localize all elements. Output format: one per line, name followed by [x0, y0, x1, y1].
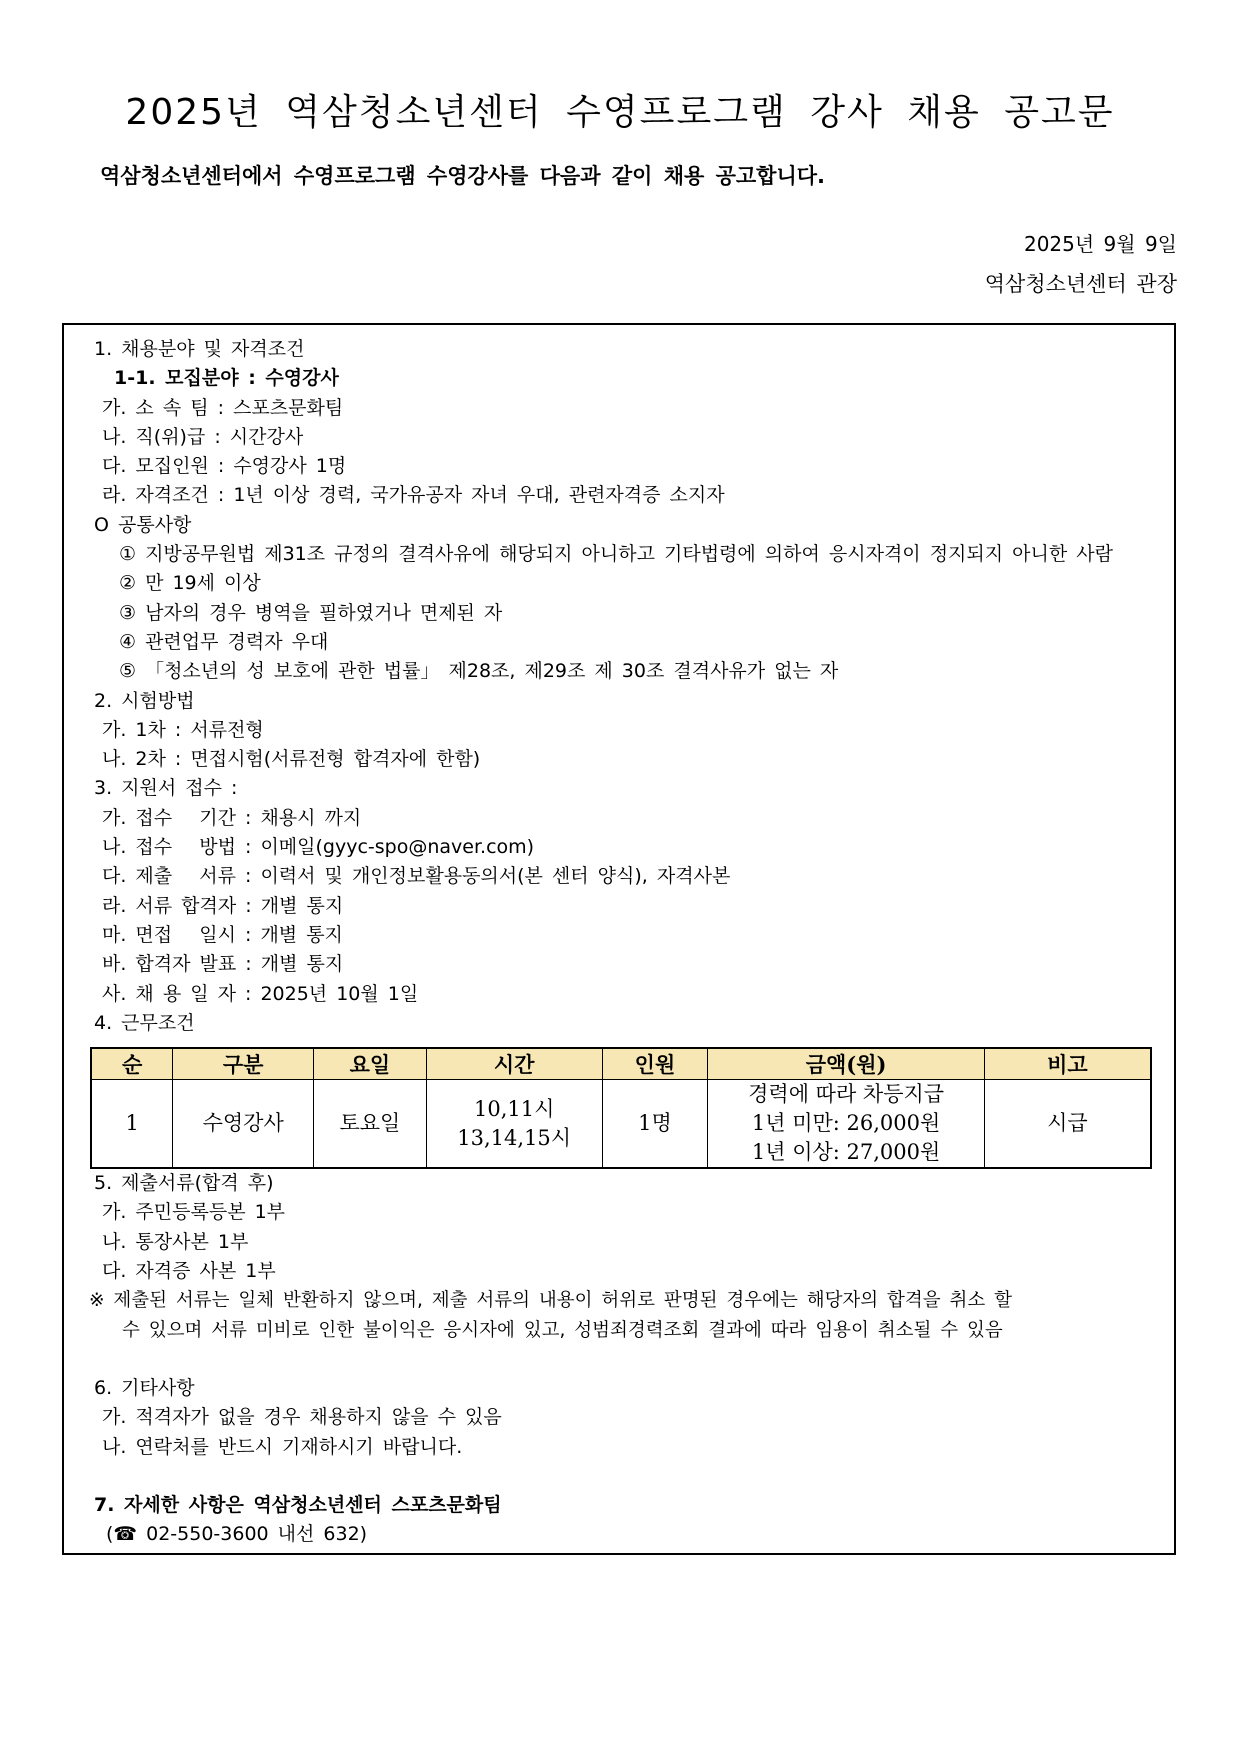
list-item: 나. 연락처를 반드시 기재하시기 바랍니다.: [102, 1435, 463, 1458]
cell-time: [426, 1080, 602, 1169]
col-header-time: 시간: [426, 1048, 602, 1080]
col-header-day: 요일: [314, 1048, 427, 1080]
section-5-heading: 5. 제출서류(합격 후): [94, 1172, 274, 1195]
notice-content: [64, 335, 1174, 1549]
page-title: 2025년 역삼청소년센터 수영프로그램 강사 채용 공고문: [125, 92, 1115, 133]
notice-body-box: [62, 323, 1176, 1555]
col-header-no: 순: [91, 1048, 173, 1080]
section-1-heading: 1. 채용분야 및 자격조건: [94, 338, 305, 360]
list-item: 라. 서류 합격자 : 개별 통지: [102, 894, 344, 917]
work-conditions-table: [90, 1047, 1152, 1169]
list-item: 나. 직(위)급 : 시간강사: [102, 425, 304, 448]
cell-day: 토요일: [314, 1080, 427, 1169]
section-6-heading: 6. 기타사항: [94, 1376, 195, 1399]
list-item: 나. 통장사본 1부: [102, 1230, 249, 1253]
recruit-field: 1-1. 모집분야 : 수영강사: [114, 367, 339, 390]
notice-note: ※ 제출된 서류는 일체 반환하지 않으며, 제출 서류의 내용이 허위로 판명된 경우에는 해당자의 합격을 취소 할: [89, 1290, 1013, 1312]
list-item: 가. 적격자가 없을 경우 채용하지 않을 수 있음: [102, 1406, 502, 1429]
list-item: 사. 채 용 일 자 : 2025년 10월 1일: [102, 982, 419, 1005]
time-line: 10,11시: [473, 1096, 555, 1121]
notice-date: 2025년 9월 9일: [1023, 232, 1177, 256]
cell-count: 1명: [602, 1080, 708, 1169]
section-2-heading: 2. 시험방법: [94, 689, 195, 712]
pay-line: 1년 이상: 27,000원: [751, 1140, 941, 1165]
list-item: 다. 자격증 사본 1부: [102, 1260, 276, 1283]
list-item: 다. 모집인원 : 수영강사 1명: [102, 455, 347, 478]
notice-note-cont: 수 있으며 서류 미비로 인한 불이익은 응시자에 있고, 성범죄경력조회 결과에 따라 임용이 취소될 수 있음: [122, 1319, 1003, 1341]
work-conditions-table-wrap: [90, 1047, 1152, 1169]
list-item: ③ 남자의 경우 병역을 필하였거나 면제된 자: [119, 601, 503, 624]
cell-no: 1: [91, 1080, 173, 1169]
section-7-heading: 7. 자세한 사항은 역삼청소년센터 스포츠문화팀: [94, 1493, 502, 1516]
list-item: 가. 소 속 팀 : 스포츠문화팀: [102, 396, 344, 419]
pay-line: 경력에 따라 차등지급: [748, 1082, 945, 1107]
list-item: 가. 1차 : 서류전형: [102, 718, 264, 741]
pay-line: 1년 미만: 26,000원: [751, 1111, 941, 1136]
time-line: 13,14,15시: [457, 1125, 572, 1150]
list-item: ④ 관련업무 경력자 우대: [119, 630, 329, 653]
section-3-heading: 3. 지원서 접수 :: [94, 777, 238, 800]
cell-pay: [708, 1080, 984, 1169]
col-header-type: 구분: [173, 1048, 314, 1080]
list-item: 가. 접수 기간 : 채용시 까지: [102, 806, 362, 829]
list-item: 마. 면접 일시 : 개별 통지: [102, 923, 343, 946]
intro-text: 역삼청소년센터에서 수영프로그램 수영강사를 다음과 같이 채용 공고합니다.: [100, 164, 825, 188]
list-item: 라. 자격조건 : 1년 이상 경력, 국가유공자 자녀 우대, 관련자격증 소지자: [102, 484, 725, 507]
cell-type: 수영강사: [173, 1080, 314, 1169]
section-4-heading: 4. 근무조건: [94, 1011, 195, 1034]
list-item: ② 만 19세 이상: [119, 572, 261, 595]
common-heading: O 공통사항: [94, 513, 192, 536]
table-row: [91, 1080, 1151, 1169]
list-item: 가. 주민등록등본 1부: [102, 1201, 286, 1224]
contact-phone: (☎ 02-550-3600 내선 632): [106, 1523, 368, 1546]
issuer: 역삼청소년센터 관장: [984, 272, 1177, 296]
col-header-count: 인원: [602, 1048, 708, 1080]
cell-note: 시급: [984, 1080, 1151, 1169]
col-header-note: 비고: [984, 1048, 1151, 1080]
list-item: 나. 2차 : 면접시험(서류전형 합격자에 한함): [102, 748, 481, 771]
list-item: 나. 접수 방법 : 이메일(gyyc-spo@naver.com): [102, 836, 535, 859]
col-header-pay: 금액(원): [708, 1048, 984, 1080]
list-item: ① 지방공무원법 제31조 규정의 결격사유에 해당되지 아니하고 기타법령에 의하여 응시자격이 정지되지 아니한 사람: [119, 543, 1113, 566]
table-header-row: [91, 1048, 1151, 1080]
list-item: ⑤ 「청소년의 성 보호에 관한 법률」 제28조, 제29조 제 30조 결격사유가 없는 자: [119, 660, 839, 683]
list-item: 다. 제출 서류 : 이력서 및 개인정보활용동의서(본 센터 양식), 자격사본: [102, 865, 731, 888]
list-item: 바. 합격자 발표 : 개별 통지: [102, 953, 344, 976]
